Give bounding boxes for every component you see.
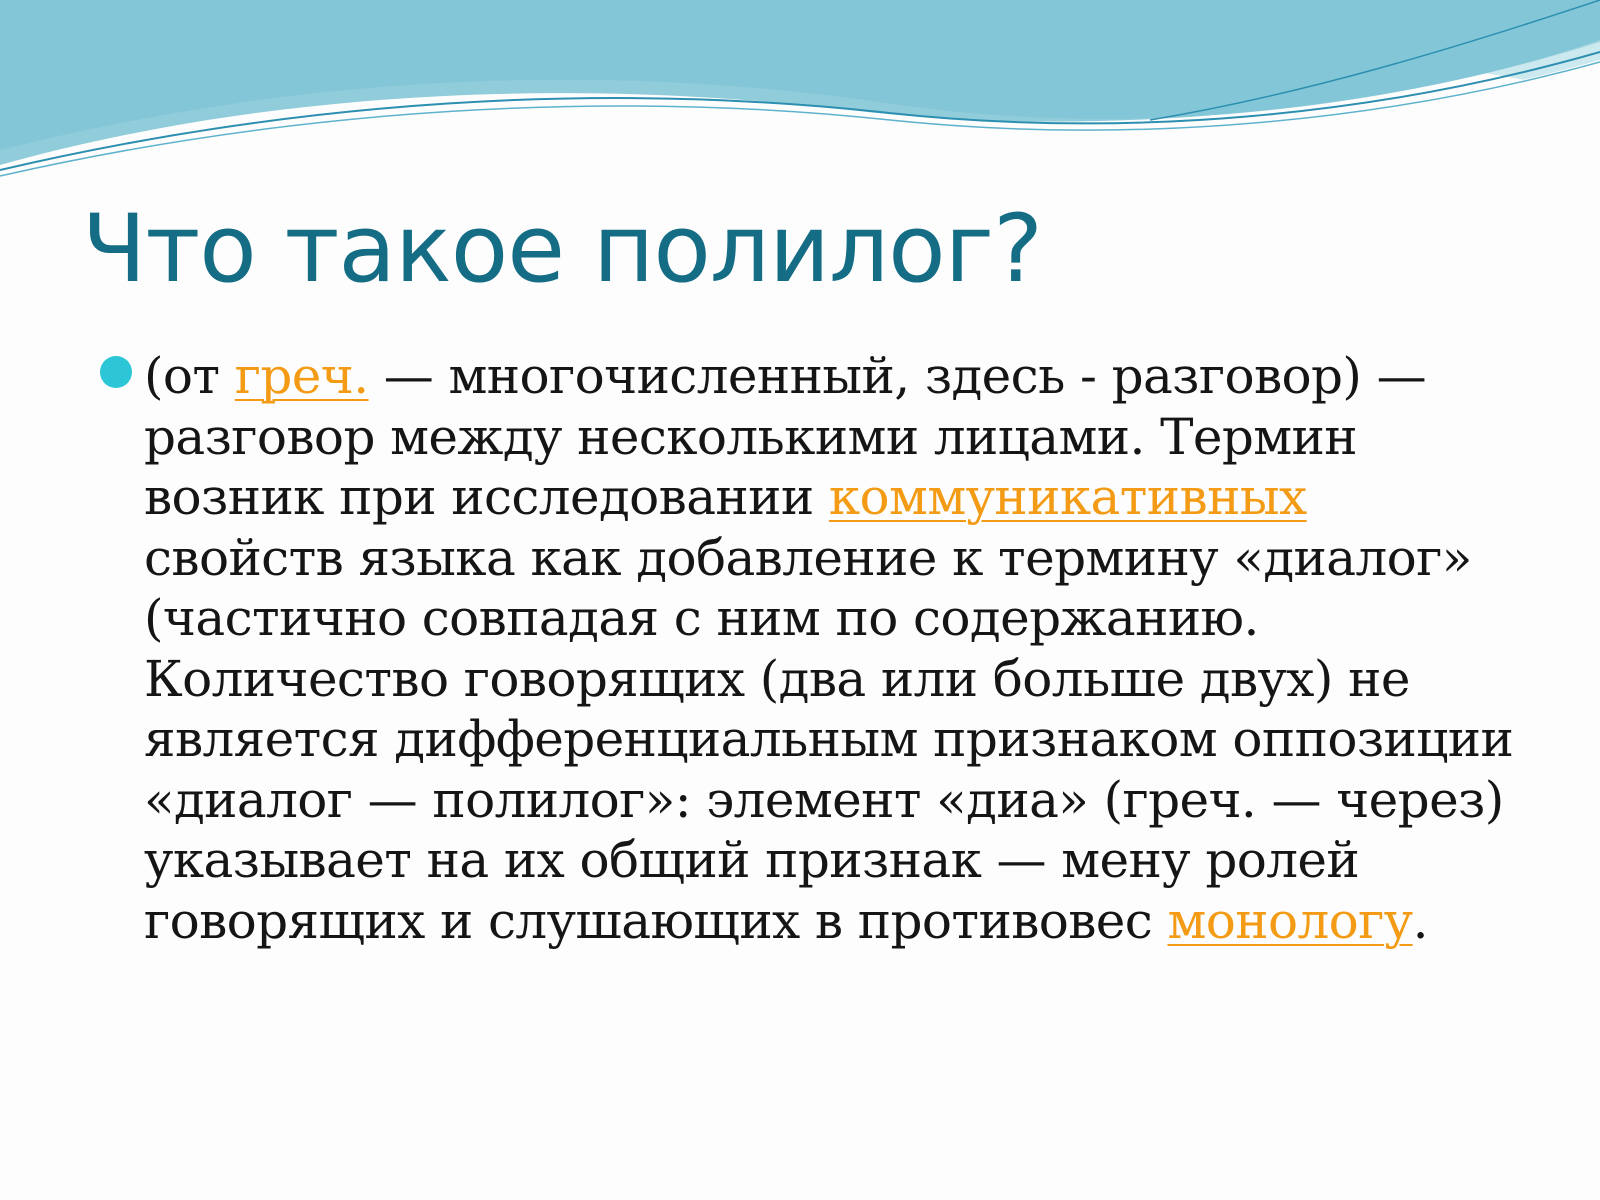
bullet-dot-icon: [100, 356, 132, 388]
wave-header-decoration: [0, 0, 1600, 200]
text-segment-end: .: [1412, 891, 1428, 950]
text-segment-2: свойств языка как добавление к термину «диалог» (частично совпадая с ним по содержанию. Количество говорящих (два или больше двух) не является дифференциальным признаком оппозиции «диалог — полилог»: элемент «диа» (греч. — через) указывает на их общий признак — мену ролей говорящих и слушающих в противовес: [144, 528, 1514, 950]
bullet-list: [100, 346, 1520, 951]
slide-title: Что такое полилог?: [82, 195, 1042, 304]
communicative-link[interactable]: коммуникативных: [828, 468, 1307, 526]
greek-link[interactable]: греч.: [234, 347, 369, 405]
text-segment-1: — многочисленный, здесь - разговор) — разговор между несколькими лицами. Термин возник при исследовании: [144, 347, 1427, 526]
monologue-link[interactable]: монологу: [1167, 891, 1413, 950]
definition-paragraph: [144, 346, 1520, 951]
text-segment-open: (от: [144, 347, 235, 405]
